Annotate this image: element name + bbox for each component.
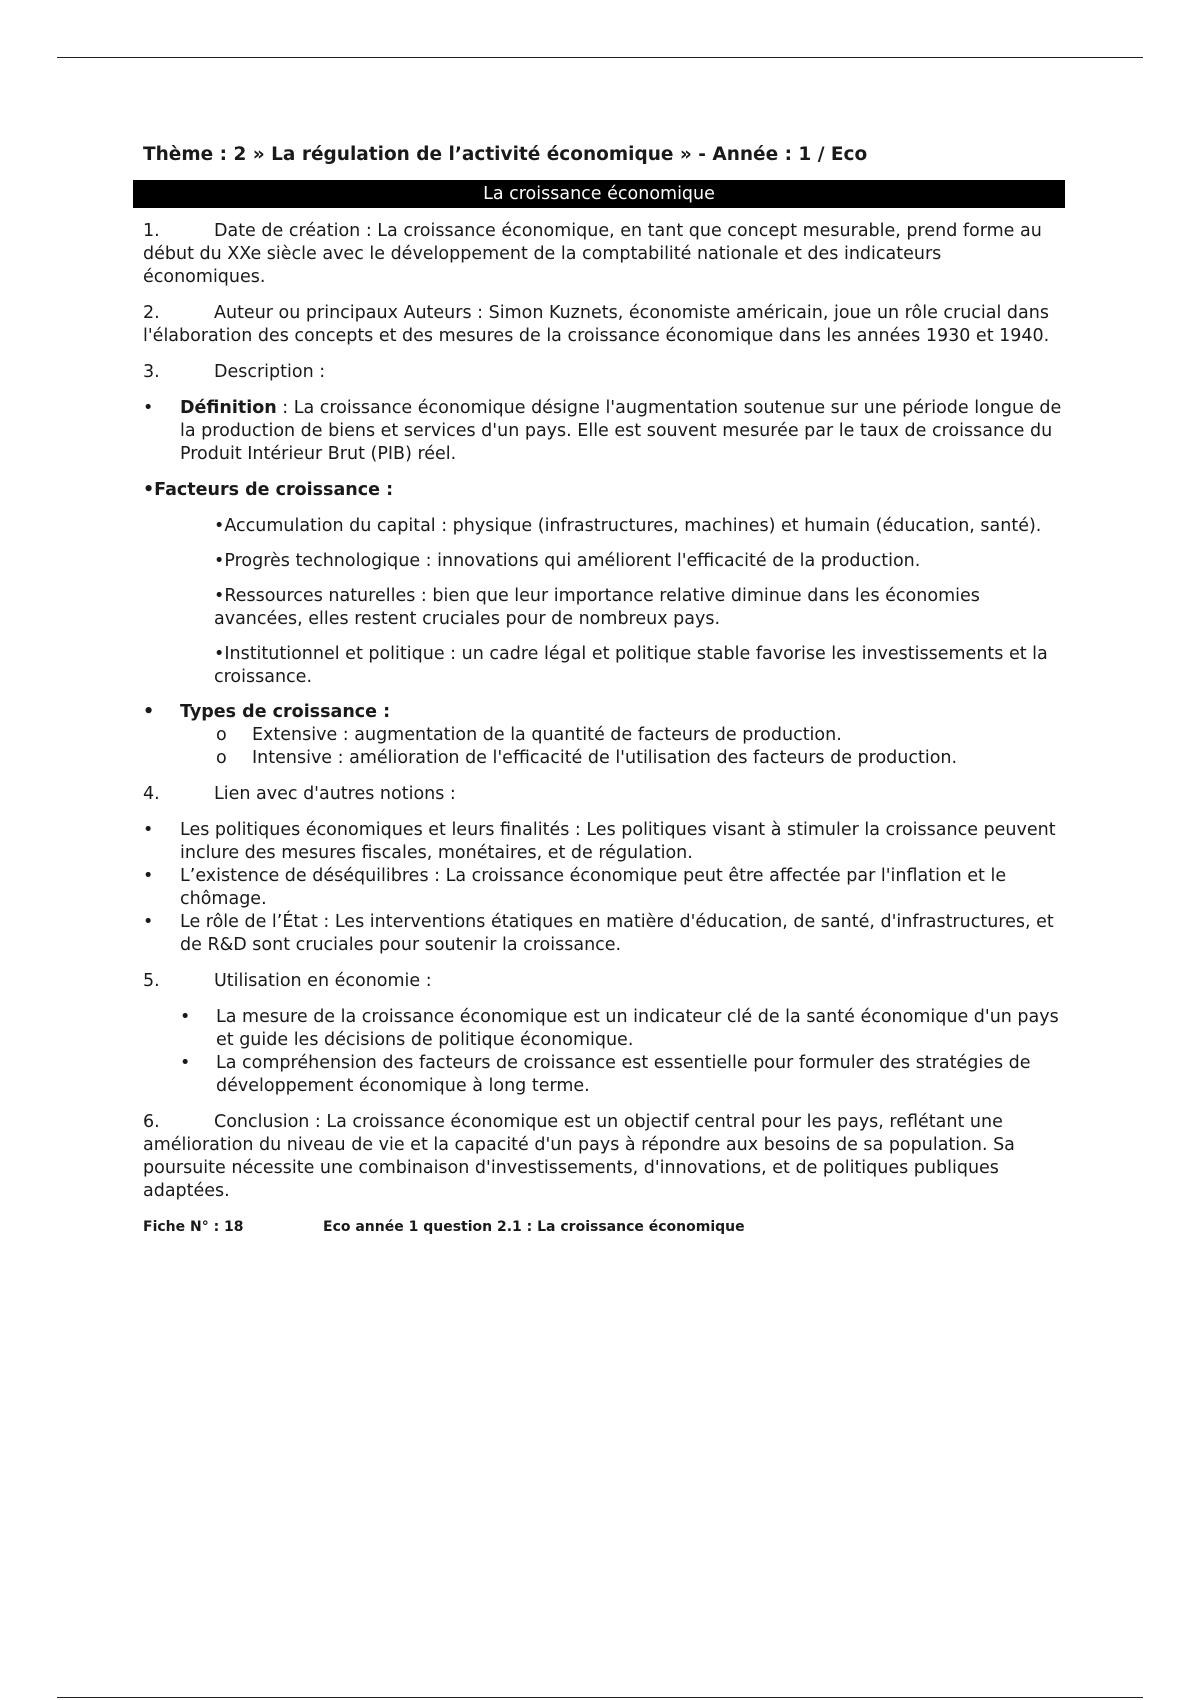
section-number: 1. bbox=[143, 221, 160, 241]
facteurs-title: •Facteurs de croissance : bbox=[143, 480, 394, 500]
bottom-rule bbox=[57, 1697, 1143, 1698]
section-2-text: Auteur ou principaux Auteurs : Simon Kuznets, économiste américain, joue un rôle crucial dans l'élaboration des concepts et des mesures de la croissance économique dans les années 1930 et 1940. bbox=[143, 303, 1050, 346]
definition-text: : La croissance économique désigne l'augmentation soutenue sur une période longue de la production de biens et services d'un pays. Elle est souvent mesurée par le taux de croissance du Produit Intérieur Brut (PIB) réel. bbox=[180, 398, 1062, 464]
section-6-text: Conclusion : La croissance économique est un objectif central pour les pays, reflétant une amélioration du niveau de vie et la capacité d'un pays à répondre aux besoins de sa population. Sa poursuite nécessite une combinaison d'investissements, d'innovations, et de politiques publiques adaptées. bbox=[143, 1112, 1015, 1201]
types-title: • Types de croissance : bbox=[143, 701, 1065, 724]
section-5 bbox=[143, 970, 1065, 993]
document-page bbox=[143, 143, 1065, 1239]
definition-label: Définition bbox=[180, 398, 277, 418]
fiche-title: Eco année 1 question 2.1 : La croissance économique bbox=[323, 1219, 745, 1235]
notion-item: • L’existence de déséquilibres : La croissance économique peut être affectée par l'inflation et le chômage. bbox=[143, 865, 1065, 911]
section-number: 4. bbox=[143, 784, 160, 804]
notion-item: • Le rôle de l’État : Les interventions étatiques en matière d'éducation, de santé, d'infrastructures, et de R&D sont cruciales pour soutenir la croissance. bbox=[143, 911, 1065, 957]
section-number: 2. bbox=[143, 303, 160, 323]
section-number: 5. bbox=[143, 971, 160, 991]
section-number: 3. bbox=[143, 362, 160, 382]
usage-item: • La mesure de la croissance économique est un indicateur clé de la santé économique d'un pays et guide les décisions de politique économique. bbox=[143, 1006, 1065, 1052]
section-3 bbox=[143, 361, 1065, 384]
section-1-text: Date de création : La croissance économique, en tant que concept mesurable, prend forme au début du XXe siècle avec le développement de la comptabilité nationale et des indicateurs économiques. bbox=[143, 221, 1042, 287]
facteur-item: •Accumulation du capital : physique (infrastructures, machines) et humain (éducation, santé). bbox=[214, 516, 1042, 536]
type-item: o Intensive : amélioration de l'efficacité de l'utilisation des facteurs de production. bbox=[143, 747, 1065, 770]
top-rule bbox=[57, 57, 1143, 58]
type-item: o Extensive : augmentation de la quantité de facteurs de production. bbox=[143, 724, 1065, 747]
section-2 bbox=[143, 302, 1065, 348]
facteur-item: •Progrès technologique : innovations qui améliorent l'efficacité de la production. bbox=[214, 551, 921, 571]
usage-item: • La compréhension des facteurs de croissance est essentielle pour formuler des stratégies de développement économique à long terme. bbox=[143, 1052, 1065, 1098]
section-6 bbox=[143, 1111, 1065, 1203]
section-1 bbox=[143, 220, 1065, 289]
fiche-number: Fiche N° : 18 bbox=[143, 1219, 244, 1235]
section-4-text: Lien avec d'autres notions : bbox=[214, 784, 456, 804]
section-3-text: Description : bbox=[214, 362, 326, 382]
definition-item bbox=[143, 397, 1065, 466]
theme-heading: Thème : 2 » La régulation de l’activité économique » - Année : 1 / Eco bbox=[143, 144, 868, 165]
section-5-text: Utilisation en économie : bbox=[214, 971, 432, 991]
section-4 bbox=[143, 783, 1065, 806]
section-number: 6. bbox=[143, 1112, 160, 1132]
notion-item: • Les politiques économiques et leurs finalités : Les politiques visant à stimuler la croissance peuvent inclure des mesures fiscales, monétaires, et de régulation. bbox=[143, 819, 1065, 865]
facteur-item: •Ressources naturelles : bien que leur importance relative diminue dans les économies avancées, elles restent cruciales pour de nombreux pays. bbox=[214, 586, 980, 629]
fiche-footer bbox=[143, 1216, 1065, 1239]
title-banner: La croissance économique bbox=[133, 180, 1065, 208]
facteur-item: •Institutionnel et politique : un cadre légal et politique stable favorise les investissements et la croissance. bbox=[214, 644, 1048, 687]
